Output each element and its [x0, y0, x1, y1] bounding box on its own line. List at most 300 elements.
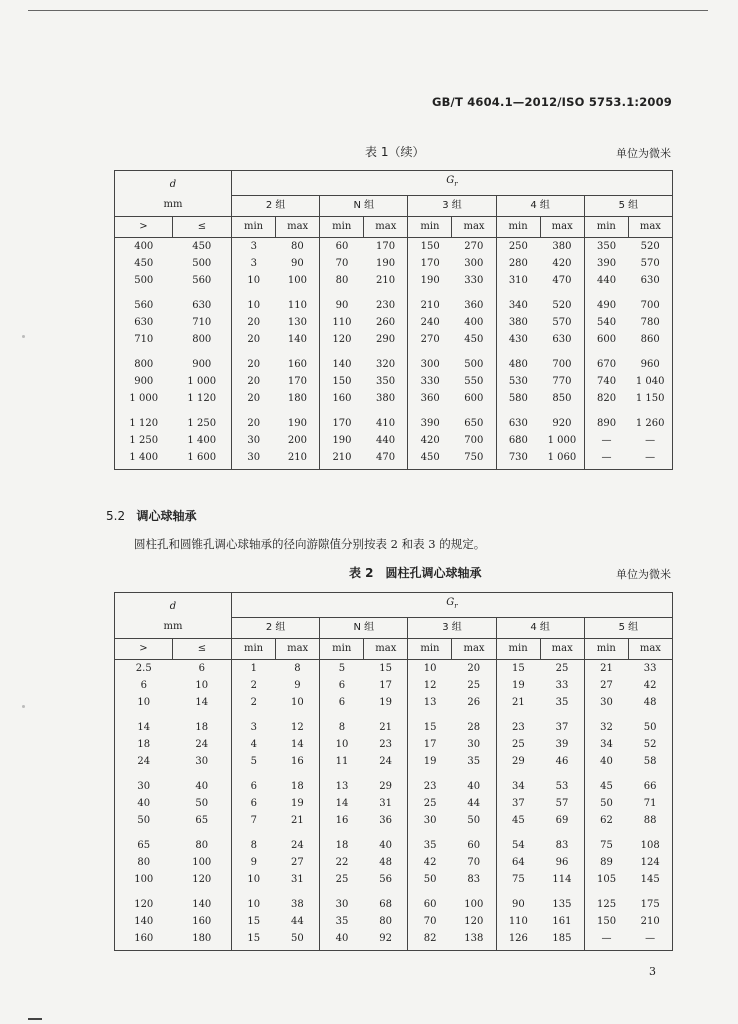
- table-cell: 190: [408, 272, 452, 289]
- table2-unit: 单位为微米: [616, 568, 671, 581]
- table-cell: 160: [287, 358, 307, 370]
- table-cell: 70: [408, 913, 452, 930]
- table-cell: 42: [628, 677, 672, 694]
- table-cell: 40: [195, 780, 209, 792]
- bottom-mark: [28, 1018, 42, 1020]
- table-cell: 160: [115, 930, 173, 951]
- table-cell: 600: [464, 392, 484, 404]
- table-cell: 450: [408, 449, 452, 470]
- table-cell: 230: [376, 299, 396, 311]
- table-cell: 350: [584, 237, 628, 255]
- table-cell: 470: [552, 274, 572, 286]
- table-cell: 670: [584, 356, 628, 373]
- standard-number: GB/T 4604.1—2012/ISO 5753.1:2009: [431, 95, 672, 109]
- table-cell: 12: [291, 721, 304, 733]
- table-cell: 65: [195, 814, 209, 826]
- table-cell: 420: [552, 257, 572, 269]
- table-cell: 740: [584, 373, 628, 390]
- table-cell: 31: [291, 873, 304, 885]
- group-header: 5 组: [584, 617, 672, 638]
- table-cell: —: [584, 930, 628, 951]
- group-header: 2 组: [232, 195, 320, 216]
- table-cell: 520: [552, 299, 572, 311]
- table-cell: 35: [320, 913, 364, 930]
- table-cell: 50: [195, 797, 209, 809]
- section-heading: 5.2 调心球轴承: [106, 509, 197, 523]
- table-cell: 320: [376, 358, 396, 370]
- table-cell: 105: [584, 871, 628, 888]
- table-cell: 560: [115, 297, 173, 314]
- table-cell: 550: [464, 375, 484, 387]
- table-cell: 75: [496, 871, 540, 888]
- mm-header: mm: [115, 617, 232, 638]
- table-cell: 330: [464, 274, 484, 286]
- table-row: [115, 913, 673, 930]
- table-cell: 68: [379, 898, 392, 910]
- table-row: [115, 390, 673, 407]
- group-spacer: [115, 348, 673, 356]
- table-cell: 83: [467, 873, 481, 885]
- table-cell: 20: [467, 662, 481, 674]
- table-cell: 260: [376, 316, 396, 328]
- table-cell: 210: [320, 449, 364, 470]
- table-cell: 1 000: [115, 390, 173, 407]
- table-cell: 48: [628, 694, 672, 711]
- table-cell: 480: [496, 356, 540, 373]
- table-cell: 60: [467, 839, 481, 851]
- table-cell: 14: [291, 738, 304, 750]
- table-cell: 44: [467, 797, 481, 809]
- table-cell: 125: [584, 896, 628, 913]
- table-cell: 80: [195, 839, 209, 851]
- table-cell: 780: [628, 314, 672, 331]
- group-spacer: [115, 407, 673, 415]
- table-cell: 520: [628, 237, 672, 255]
- table-cell: 34: [584, 736, 628, 753]
- table-cell: 710: [192, 316, 212, 328]
- min-header: min: [584, 638, 628, 659]
- table-cell: 80: [379, 915, 392, 927]
- table-cell: 18: [115, 736, 173, 753]
- min-header: min: [320, 216, 364, 237]
- table-cell: 24: [115, 753, 173, 770]
- table-cell: 5: [320, 659, 364, 677]
- group-header: N 组: [320, 617, 408, 638]
- table-cell: 380: [376, 392, 396, 404]
- table-cell: 13: [320, 778, 364, 795]
- scan-speck: [22, 335, 25, 338]
- table-cell: 560: [192, 274, 212, 286]
- table-cell: 80: [115, 854, 173, 871]
- table-cell: 360: [408, 390, 452, 407]
- table-cell: 580: [496, 390, 540, 407]
- table-cell: 21: [496, 694, 540, 711]
- page-number: 3: [649, 965, 656, 978]
- table-cell: 1 040: [628, 373, 672, 390]
- table-row: [115, 297, 673, 314]
- table-cell: 30: [115, 778, 173, 795]
- table-cell: 2.5: [115, 659, 173, 677]
- table-cell: 700: [552, 358, 572, 370]
- table-cell: 120: [115, 896, 173, 913]
- table-cell: 250: [496, 237, 540, 255]
- table-cell: 730: [496, 449, 540, 470]
- table-cell: 210: [276, 449, 320, 470]
- group-header: 4 组: [496, 617, 584, 638]
- table-cell: 124: [628, 854, 672, 871]
- d-header: d: [115, 171, 232, 196]
- table-cell: 28: [467, 721, 481, 733]
- min-header: min: [408, 638, 452, 659]
- table-cell: 46: [555, 755, 569, 767]
- table-cell: 44: [291, 915, 304, 927]
- group-header: 2 组: [232, 617, 320, 638]
- table-cell: 50: [276, 930, 320, 951]
- table-cell: 420: [408, 432, 452, 449]
- table-cell: 82: [408, 930, 452, 951]
- table-cell: 190: [320, 432, 364, 449]
- min-header: min: [320, 638, 364, 659]
- table-cell: 31: [379, 797, 392, 809]
- table-cell: 50: [628, 719, 672, 736]
- table-cell: 22: [320, 854, 364, 871]
- table-cell: 17: [379, 679, 392, 691]
- table-cell: 110: [287, 299, 307, 311]
- table-cell: 53: [555, 780, 569, 792]
- table-cell: 860: [628, 331, 672, 348]
- table-cell: 1 260: [628, 415, 672, 432]
- table-cell: 120: [192, 873, 212, 885]
- group-spacer: [115, 289, 673, 297]
- table-cell: 19: [291, 797, 304, 809]
- table-cell: 15: [379, 662, 392, 674]
- table-cell: 1 400: [187, 434, 217, 446]
- table-cell: 23: [408, 778, 452, 795]
- table-cell: 170: [376, 240, 396, 252]
- table-cell: 10: [408, 659, 452, 677]
- table-cell: 310: [496, 272, 540, 289]
- table-cell: 38: [291, 898, 304, 910]
- table-cell: 15: [408, 719, 452, 736]
- table-row: [115, 659, 673, 677]
- table-cell: 126: [496, 930, 540, 951]
- table-row: [115, 432, 673, 449]
- top-rule: [28, 10, 708, 11]
- le-header: ≤: [173, 638, 232, 659]
- table-cell: 3: [232, 237, 276, 255]
- table-cell: 29: [496, 753, 540, 770]
- table-cell: 30: [232, 449, 276, 470]
- table-cell: 160: [192, 915, 212, 927]
- table-cell: 490: [584, 297, 628, 314]
- table-row: [115, 255, 673, 272]
- table-cell: 10: [291, 696, 304, 708]
- table-cell: 350: [376, 375, 396, 387]
- table-cell: 1 060: [540, 449, 584, 470]
- table2-caption: 表 2 圆柱孔调心球轴承: [349, 566, 482, 580]
- table-cell: 25: [408, 795, 452, 812]
- table1-caption: 表 1（续）: [365, 145, 425, 159]
- table-cell: 50: [584, 795, 628, 812]
- table-cell: 10: [195, 679, 209, 691]
- table-cell: 450: [464, 333, 484, 345]
- table-cell: 64: [496, 854, 540, 871]
- table-cell: 35: [408, 837, 452, 854]
- table-cell: 700: [464, 434, 484, 446]
- table-cell: 300: [464, 257, 484, 269]
- table-cell: —: [628, 930, 672, 951]
- table-cell: 57: [555, 797, 569, 809]
- mm-header: mm: [115, 195, 232, 216]
- table-cell: —: [628, 432, 672, 449]
- table-cell: 24: [291, 839, 304, 851]
- max-header: max: [540, 638, 584, 659]
- min-header: min: [232, 638, 276, 659]
- table-cell: 15: [232, 930, 276, 951]
- table-row: [115, 331, 673, 348]
- table-cell: 500: [192, 257, 212, 269]
- table-cell: 58: [628, 753, 672, 770]
- table-cell: 100: [464, 898, 484, 910]
- table-row: [115, 795, 673, 812]
- table-cell: 6: [320, 677, 364, 694]
- table-row: [115, 356, 673, 373]
- table-cell: 140: [287, 333, 307, 345]
- table-cell: 15: [496, 659, 540, 677]
- table-cell: 25: [320, 871, 364, 888]
- table-cell: —: [628, 449, 672, 470]
- table-cell: 25: [467, 679, 481, 691]
- table-cell: 11: [320, 753, 364, 770]
- le-header: ≤: [173, 216, 232, 237]
- table-cell: 20: [232, 331, 276, 348]
- table-cell: 40: [467, 780, 481, 792]
- max-header: max: [452, 216, 496, 237]
- table-cell: 1 000: [547, 434, 577, 446]
- table-cell: 1: [232, 659, 276, 677]
- table-cell: 175: [628, 896, 672, 913]
- table-cell: 300: [408, 356, 452, 373]
- table-cell: 6: [232, 795, 276, 812]
- table-cell: 570: [552, 316, 572, 328]
- table-cell: 170: [287, 375, 307, 387]
- table-cell: 1 400: [115, 449, 173, 470]
- table-cell: 170: [320, 415, 364, 432]
- table-cell: 39: [555, 738, 569, 750]
- min-header: min: [232, 216, 276, 237]
- table-row: [115, 736, 673, 753]
- table-cell: 35: [555, 696, 569, 708]
- table-cell: 170: [408, 255, 452, 272]
- group-spacer: [115, 888, 673, 896]
- table-cell: 390: [408, 415, 452, 432]
- table-cell: 36: [379, 814, 392, 826]
- max-header: max: [276, 216, 320, 237]
- table-cell: 4: [232, 736, 276, 753]
- table-cell: 120: [464, 915, 484, 927]
- group-spacer: [115, 770, 673, 778]
- table-cell: 37: [555, 721, 569, 733]
- table-row: [115, 871, 673, 888]
- table-cell: 65: [115, 837, 173, 854]
- table-cell: 8: [294, 662, 301, 674]
- table-cell: 50: [467, 814, 481, 826]
- min-header: min: [496, 216, 540, 237]
- group-spacer: [115, 711, 673, 719]
- table-cell: 24: [195, 738, 209, 750]
- table-cell: 48: [379, 856, 392, 868]
- table-cell: 27: [584, 677, 628, 694]
- max-header: max: [628, 638, 672, 659]
- max-header: max: [364, 638, 408, 659]
- group-header: 5 组: [584, 195, 672, 216]
- table-cell: 1 250: [115, 432, 173, 449]
- table-cell: 6: [232, 778, 276, 795]
- table-cell: 800: [192, 333, 212, 345]
- table-cell: 66: [628, 778, 672, 795]
- table-cell: 114: [552, 873, 572, 885]
- table-cell: 69: [555, 814, 569, 826]
- table-cell: 20: [232, 415, 276, 432]
- table-cell: 40: [584, 753, 628, 770]
- table-cell: 450: [115, 255, 173, 272]
- table-cell: 140: [320, 356, 364, 373]
- body-paragraph: 圆柱孔和圆锥孔调心球轴承的径向游隙值分别按表 2 和表 3 的规定。: [134, 537, 486, 551]
- table-cell: 210: [628, 913, 672, 930]
- table-cell: 10: [232, 297, 276, 314]
- table-cell: 32: [584, 719, 628, 736]
- table-cell: 30: [408, 812, 452, 829]
- table-cell: 33: [628, 659, 672, 677]
- table-cell: 80: [320, 272, 364, 289]
- table-cell: 33: [555, 679, 569, 691]
- table-cell: 800: [115, 356, 173, 373]
- table-cell: —: [584, 432, 628, 449]
- gr-header: $G_r$: [232, 593, 673, 618]
- table-row: [115, 314, 673, 331]
- table-cell: 630: [552, 333, 572, 345]
- table-cell: 210: [408, 297, 452, 314]
- table-cell: 900: [115, 373, 173, 390]
- max-header: max: [364, 216, 408, 237]
- table-cell: 83: [555, 839, 569, 851]
- table-cell: 240: [408, 314, 452, 331]
- table-cell: 75: [584, 837, 628, 854]
- table-cell: 380: [552, 240, 572, 252]
- table-cell: 19: [496, 677, 540, 694]
- table-cell: 710: [115, 331, 173, 348]
- table-cell: 140: [115, 913, 173, 930]
- table-cell: 600: [584, 331, 628, 348]
- table-cell: 440: [584, 272, 628, 289]
- table-cell: 10: [232, 896, 276, 913]
- table-cell: 150: [408, 237, 452, 255]
- table-row: [115, 719, 673, 736]
- table-row: [115, 677, 673, 694]
- group-header: 4 组: [496, 195, 584, 216]
- table-cell: 2: [232, 694, 276, 711]
- table-cell: 630: [115, 314, 173, 331]
- table-cell: 360: [464, 299, 484, 311]
- table-cell: 110: [496, 913, 540, 930]
- table-cell: 90: [320, 297, 364, 314]
- table-cell: 30: [584, 694, 628, 711]
- scan-speck: [22, 705, 25, 708]
- table-cell: 1 120: [187, 392, 217, 404]
- table-cell: 630: [496, 415, 540, 432]
- table-cell: 850: [552, 392, 572, 404]
- table-cell: 500: [115, 272, 173, 289]
- table-cell: 20: [232, 314, 276, 331]
- table-cell: 21: [291, 814, 304, 826]
- group-spacer: [115, 829, 673, 837]
- table1-body: [115, 237, 673, 469]
- table-cell: 45: [496, 812, 540, 829]
- table-row: [115, 753, 673, 770]
- table-cell: 20: [232, 356, 276, 373]
- table-cell: 270: [464, 240, 484, 252]
- table-cell: 1 600: [173, 449, 232, 470]
- table-cell: 52: [628, 736, 672, 753]
- table-cell: 540: [584, 314, 628, 331]
- table-cell: 700: [628, 297, 672, 314]
- table-cell: 500: [464, 358, 484, 370]
- table-cell: 100: [115, 871, 173, 888]
- table-cell: 40: [320, 930, 364, 951]
- group-header: 3 组: [408, 617, 496, 638]
- group-header: 3 组: [408, 195, 496, 216]
- table-cell: 60: [408, 896, 452, 913]
- table-cell: 135: [552, 898, 572, 910]
- table2-body: [115, 659, 673, 950]
- table-cell: 100: [192, 856, 212, 868]
- table-cell: 9: [294, 679, 301, 691]
- table-cell: 270: [408, 331, 452, 348]
- table-cell: 30: [195, 755, 209, 767]
- table-cell: 130: [287, 316, 307, 328]
- table-cell: 25: [496, 736, 540, 753]
- table-cell: 17: [408, 736, 452, 753]
- table-cell: 90: [291, 257, 304, 269]
- table-cell: 25: [555, 662, 569, 674]
- table-cell: 430: [496, 331, 540, 348]
- table-cell: 90: [496, 896, 540, 913]
- gr-header: $G_r$: [232, 171, 673, 196]
- table-cell: 570: [628, 255, 672, 272]
- max-header: max: [540, 216, 584, 237]
- table-row: [115, 854, 673, 871]
- min-header: min: [584, 216, 628, 237]
- table-cell: 29: [379, 780, 392, 792]
- table1: [114, 170, 673, 470]
- table-row: [115, 837, 673, 854]
- table-cell: 18: [291, 780, 304, 792]
- table-cell: 34: [496, 778, 540, 795]
- table-cell: 1 000: [187, 375, 217, 387]
- table-cell: 70: [320, 255, 364, 272]
- table-cell: 45: [584, 778, 628, 795]
- table-cell: 10: [115, 694, 173, 711]
- gt-header: >: [115, 216, 173, 237]
- table-row: [115, 694, 673, 711]
- table-row: [115, 812, 673, 829]
- table-cell: 6: [198, 662, 205, 674]
- table-cell: 50: [115, 812, 173, 829]
- table-cell: 6: [320, 694, 364, 711]
- table-cell: 138: [452, 930, 496, 951]
- table-cell: 10: [232, 871, 276, 888]
- table-cell: 190: [287, 417, 307, 429]
